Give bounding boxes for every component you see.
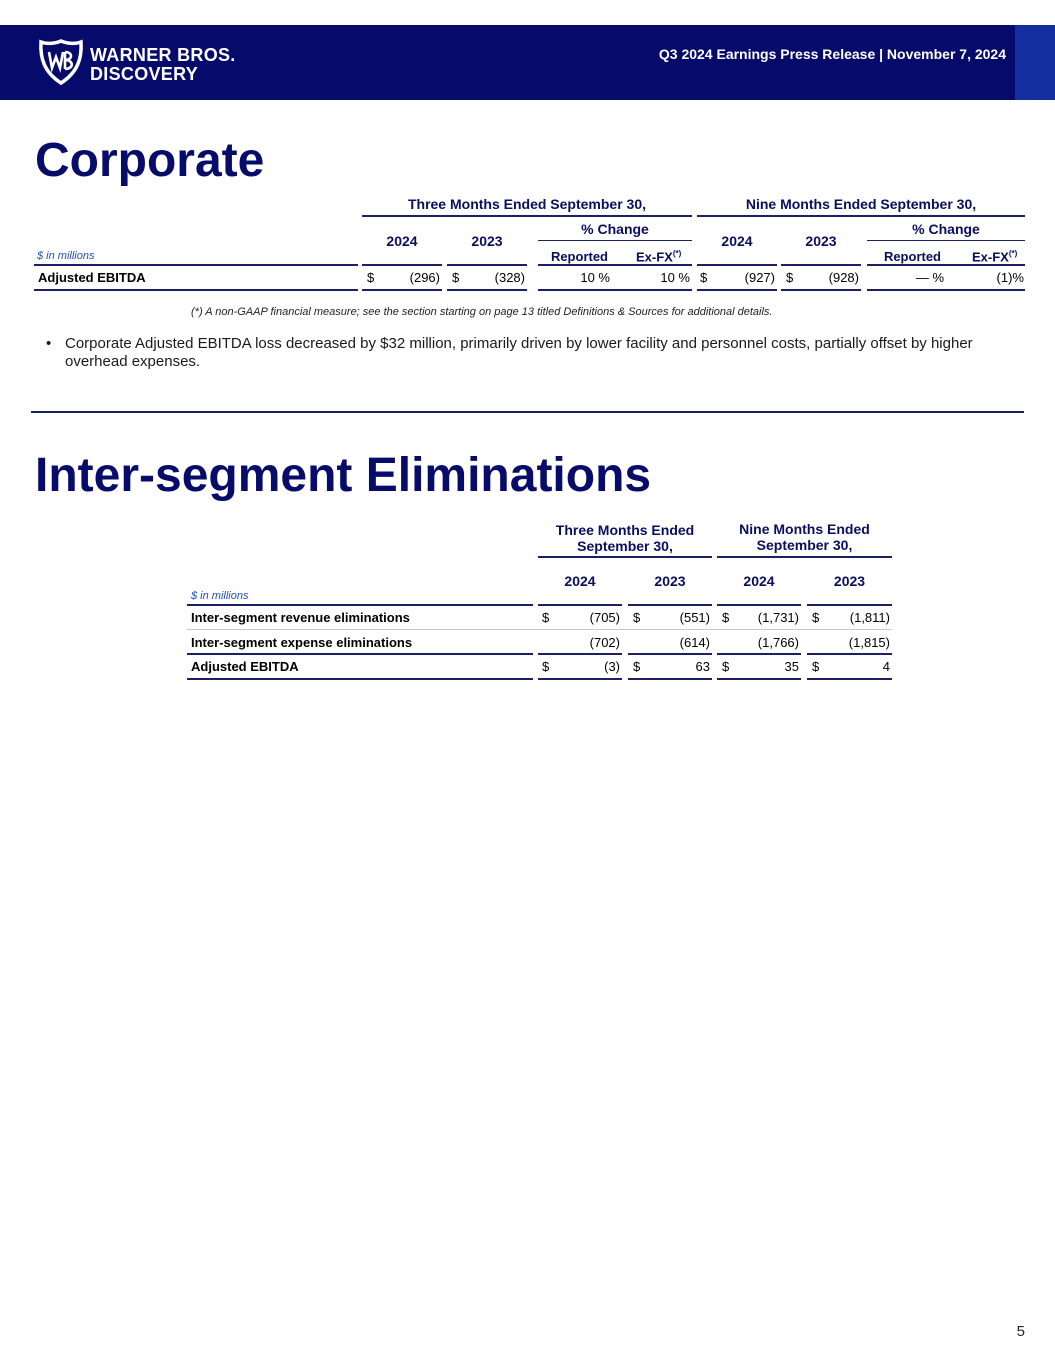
page-header (0, 25, 1055, 100)
q-2023-value: 63 (695, 659, 710, 674)
dollar-sign: $ (542, 610, 550, 625)
rule (781, 289, 861, 291)
bullet-dot-icon: • (46, 335, 52, 352)
row-label: Adjusted EBITDA (38, 270, 146, 285)
three-months-header (538, 522, 712, 554)
reported-header: Reported (550, 249, 608, 264)
rule (538, 604, 622, 606)
bullet-text: Corporate Adjusted EBITDA loss decreased by $32 million, primarily driven by lower facility and personnel costs, partially offset by higher overhead expenses. (65, 335, 973, 370)
dollar-sign: $ (367, 270, 375, 285)
n-2024-value: (927) (744, 270, 775, 285)
brand-logo (38, 38, 236, 91)
three-months-header: Three Months Ended September 30, (407, 196, 647, 212)
exfx-text: Ex-FX (636, 249, 673, 265)
n-2024-value: (1,731) (757, 610, 799, 625)
rule (34, 264, 358, 266)
rule (867, 264, 1025, 266)
wb-shield-icon (38, 38, 84, 91)
q-reported-value: 10 % (580, 270, 610, 285)
q-2023-value: (328) (494, 270, 525, 285)
q-exfx-value: 10 % (660, 270, 690, 285)
brand-wordmark (90, 46, 236, 84)
q-2023-value: (614) (679, 635, 710, 650)
three-months-line-1: Three Months Ended (555, 522, 695, 538)
rule (697, 289, 777, 291)
col-2023: 2023 (654, 573, 686, 589)
n-2023-value: (1,811) (849, 610, 890, 625)
n-2023-value: 4 (882, 659, 890, 674)
row-label: Adjusted EBITDA (191, 659, 299, 674)
rule (362, 215, 692, 217)
rule (538, 653, 622, 655)
exfx-mark: (*) (1008, 249, 1018, 258)
row-label: Inter-segment revenue eliminations (191, 610, 410, 625)
unit-label: $ in millions (191, 590, 249, 602)
n-2024-value: (1,766) (757, 635, 799, 650)
dollar-sign: $ (812, 610, 820, 625)
n-2023-value: (928) (828, 270, 859, 285)
nine-months-line-1: Nine Months Ended (739, 521, 870, 537)
col-2024: 2024 (721, 233, 753, 249)
rule (717, 604, 801, 606)
n-2023-value: (1,815) (848, 635, 890, 650)
row-separator (187, 629, 892, 630)
col-2023: 2023 (805, 233, 837, 249)
rule (538, 556, 712, 558)
dollar-sign: $ (542, 659, 550, 674)
col-2023: 2023 (471, 233, 503, 249)
nine-months-header: Nine Months Ended September 30, (745, 196, 977, 212)
three-months-line-2: September 30, (577, 538, 673, 554)
rule (187, 678, 533, 680)
rule (447, 264, 527, 266)
rule (867, 240, 1025, 241)
rule (447, 289, 527, 291)
dollar-sign: $ (722, 659, 730, 674)
page-number: 5 (1016, 1323, 1025, 1340)
q-2024-value: (705) (589, 610, 620, 625)
dollar-sign: $ (452, 270, 460, 285)
rule (697, 215, 1025, 217)
dollar-sign: $ (812, 659, 820, 674)
col-2024: 2024 (386, 233, 418, 249)
rule (538, 289, 692, 291)
inter-segment-title: Inter-segment Eliminations (35, 449, 652, 502)
exfx-header (972, 249, 1017, 264)
rule (628, 678, 712, 680)
footnote: (*) A non-GAAP financial measure; see the section starting on page 13 titled Definitions & Sources for additional details. (191, 306, 773, 318)
rule (807, 604, 892, 606)
dollar-sign: $ (633, 610, 641, 625)
rule (34, 289, 358, 291)
q-2023-value: (551) (679, 610, 710, 625)
rule (717, 653, 801, 655)
unit-label: $ in millions (37, 250, 95, 262)
dollar-sign: $ (722, 610, 730, 625)
rule (628, 604, 712, 606)
exfx-mark: (*) (672, 249, 682, 258)
rule (538, 678, 622, 680)
nine-months-line-2: September 30, (756, 537, 853, 553)
pct-change-header: % Change (912, 221, 980, 237)
brand-line-1: WARNER BROS. (90, 44, 236, 65)
rule (697, 264, 777, 266)
rule (538, 264, 692, 266)
bullet-point (46, 335, 1016, 371)
reported-header: Reported (883, 249, 941, 264)
dollar-sign: $ (786, 270, 794, 285)
brand-line-2: DISCOVERY (90, 63, 199, 84)
nine-months-header (717, 521, 892, 553)
rule (807, 678, 892, 680)
exfx-text: Ex-FX (972, 249, 1009, 265)
rule (187, 604, 533, 606)
exfx-header (636, 249, 681, 264)
rule (538, 240, 692, 241)
row-label: Inter-segment expense eliminations (191, 635, 413, 650)
rule (628, 653, 712, 655)
q-2024-value: (3) (604, 659, 620, 674)
n-2024-value: 35 (784, 659, 799, 674)
col-2023: 2023 (833, 573, 866, 589)
rule (362, 289, 442, 291)
rule (362, 264, 442, 266)
rule (807, 653, 892, 655)
rule (867, 289, 1025, 291)
rule (781, 264, 861, 266)
header-accent-edge (1015, 25, 1055, 100)
rule (187, 653, 533, 655)
rule (717, 556, 892, 558)
q-2024-value: (296) (409, 270, 440, 285)
corporate-title: Corporate (35, 134, 265, 187)
header-title: Q3 2024 Earnings Press Release | November 7, 2024 (658, 46, 1006, 62)
n-exfx-value: (1)% (996, 270, 1024, 285)
rule (717, 678, 801, 680)
col-2024: 2024 (564, 573, 596, 589)
pct-change-header: % Change (581, 221, 649, 237)
dollar-sign: $ (700, 270, 708, 285)
dollar-sign: $ (633, 659, 641, 674)
section-divider (31, 411, 1024, 413)
col-2024: 2024 (743, 573, 775, 589)
q-2024-value: (702) (589, 635, 620, 650)
n-reported-value: — % (915, 270, 944, 285)
